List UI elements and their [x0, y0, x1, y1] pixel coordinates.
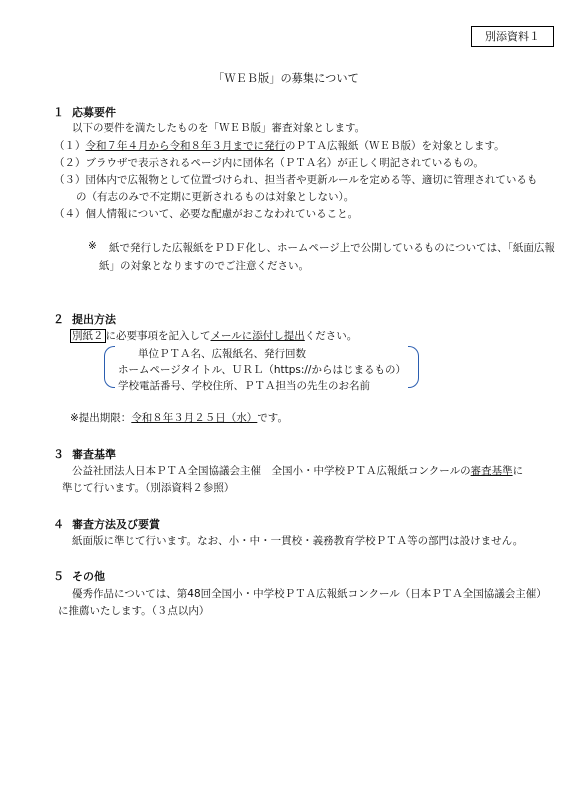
required-item-3: 学校電話番号、学校住所、ＰＴＡ担当の先生のお名前 — [118, 380, 370, 392]
note-line1: 紙で発行した広報紙をＰＤＦ化し、ホームページ上で公開しているものについては、「紙面広報 — [109, 242, 555, 254]
submission-text-1: に必要事項を記入して — [105, 330, 211, 342]
left-brace — [104, 346, 115, 388]
submission-method: メールに添付し提出 — [210, 330, 305, 342]
deadline-date: 令和８年３月２５日（水） — [131, 412, 258, 424]
review-method-text: 紙面版に準じて行います。なお、小・中・一貫校・義務教育学校ＰＴＡ等の部門は設けません。 — [72, 535, 524, 547]
section-1-intro: 以下の要件を満たしたものを「ＷＥＢ版」審査対象とします。 — [72, 122, 366, 134]
section-4-heading: 審査方法及び要賞 — [72, 518, 160, 531]
section-5-heading: その他 — [72, 570, 105, 583]
form-2-label: 別紙２ — [72, 330, 104, 342]
criteria-tail: に — [512, 465, 524, 477]
submission-instruction — [70, 328, 357, 343]
requirement-4: （４）個人情報について、必要な配慮がおこなわれていること。 — [54, 208, 359, 220]
attachment-badge: 別添資料１ — [471, 26, 554, 47]
requirement-1-prefix: （１） — [54, 140, 86, 152]
criteria-line1 — [72, 463, 523, 478]
deadline-suffix: です。 — [257, 412, 288, 424]
page-title: 「ＷＥＢ版」の募集について — [213, 71, 359, 85]
other-line2: に推薦いたします。（３点以内） — [58, 605, 210, 617]
section-5-number: ５ — [53, 570, 64, 583]
submission-text-2: ください。 — [304, 330, 358, 342]
deadline-label: ※提出期限： — [70, 412, 132, 424]
criteria-line2: 準じて行います。（別添資料２参照） — [62, 482, 235, 494]
section-3-heading: 審査基準 — [72, 448, 116, 461]
right-brace — [408, 346, 419, 388]
criteria-standard: 審査基準 — [470, 465, 513, 477]
requirement-1-period: 令和７年４月から令和８年３月までに発行 — [85, 140, 285, 152]
requirement-1 — [54, 138, 505, 153]
requirement-2: （２）ブラウザで表示されるページ内に団体名（ＰＴＡ名）が正しく明記されているもの。 — [54, 157, 484, 169]
requirement-3-line2: の（有志のみで不定期に更新されるものは対象としない）。 — [76, 191, 355, 203]
note-mark: ※ — [88, 240, 97, 252]
requirement-1-text: のＰＴＡ広報紙（ＷＥＢ版）を対象とします。 — [285, 140, 505, 152]
required-item-2: ホームページタイトル、ＵＲＬ（https://からはじまるもの） — [118, 364, 406, 376]
section-1-heading: 応募要件 — [72, 106, 116, 119]
section-4-number: ４ — [53, 518, 64, 531]
criteria-text: 公益社団法人日本ＰＴＡ全国協議会主催 全国小・中学校ＰＴＡ広報紙コンクールの — [72, 465, 471, 477]
required-item-1: 単位ＰＴＡ名、広報紙名、発行回数 — [138, 348, 306, 360]
section-2-heading: 提出方法 — [72, 313, 116, 326]
section-3-number: ３ — [53, 448, 64, 461]
section-1-number: １ — [53, 106, 64, 119]
section-2-number: ２ — [53, 313, 64, 326]
requirement-3-line1: （３）団体内で広報物として位置づけられ、担当者や更新ルールを定める等、適切に管理されているも — [54, 174, 538, 186]
note-line2: 紙」の対象となりますのでご注意ください。 — [99, 260, 309, 272]
deadline — [70, 410, 288, 425]
other-line1: 優秀作品については、第48回全国小・中学校ＰＴＡ広報紙コンクール（日本ＰＴＡ全国協議会主催） — [72, 588, 547, 600]
